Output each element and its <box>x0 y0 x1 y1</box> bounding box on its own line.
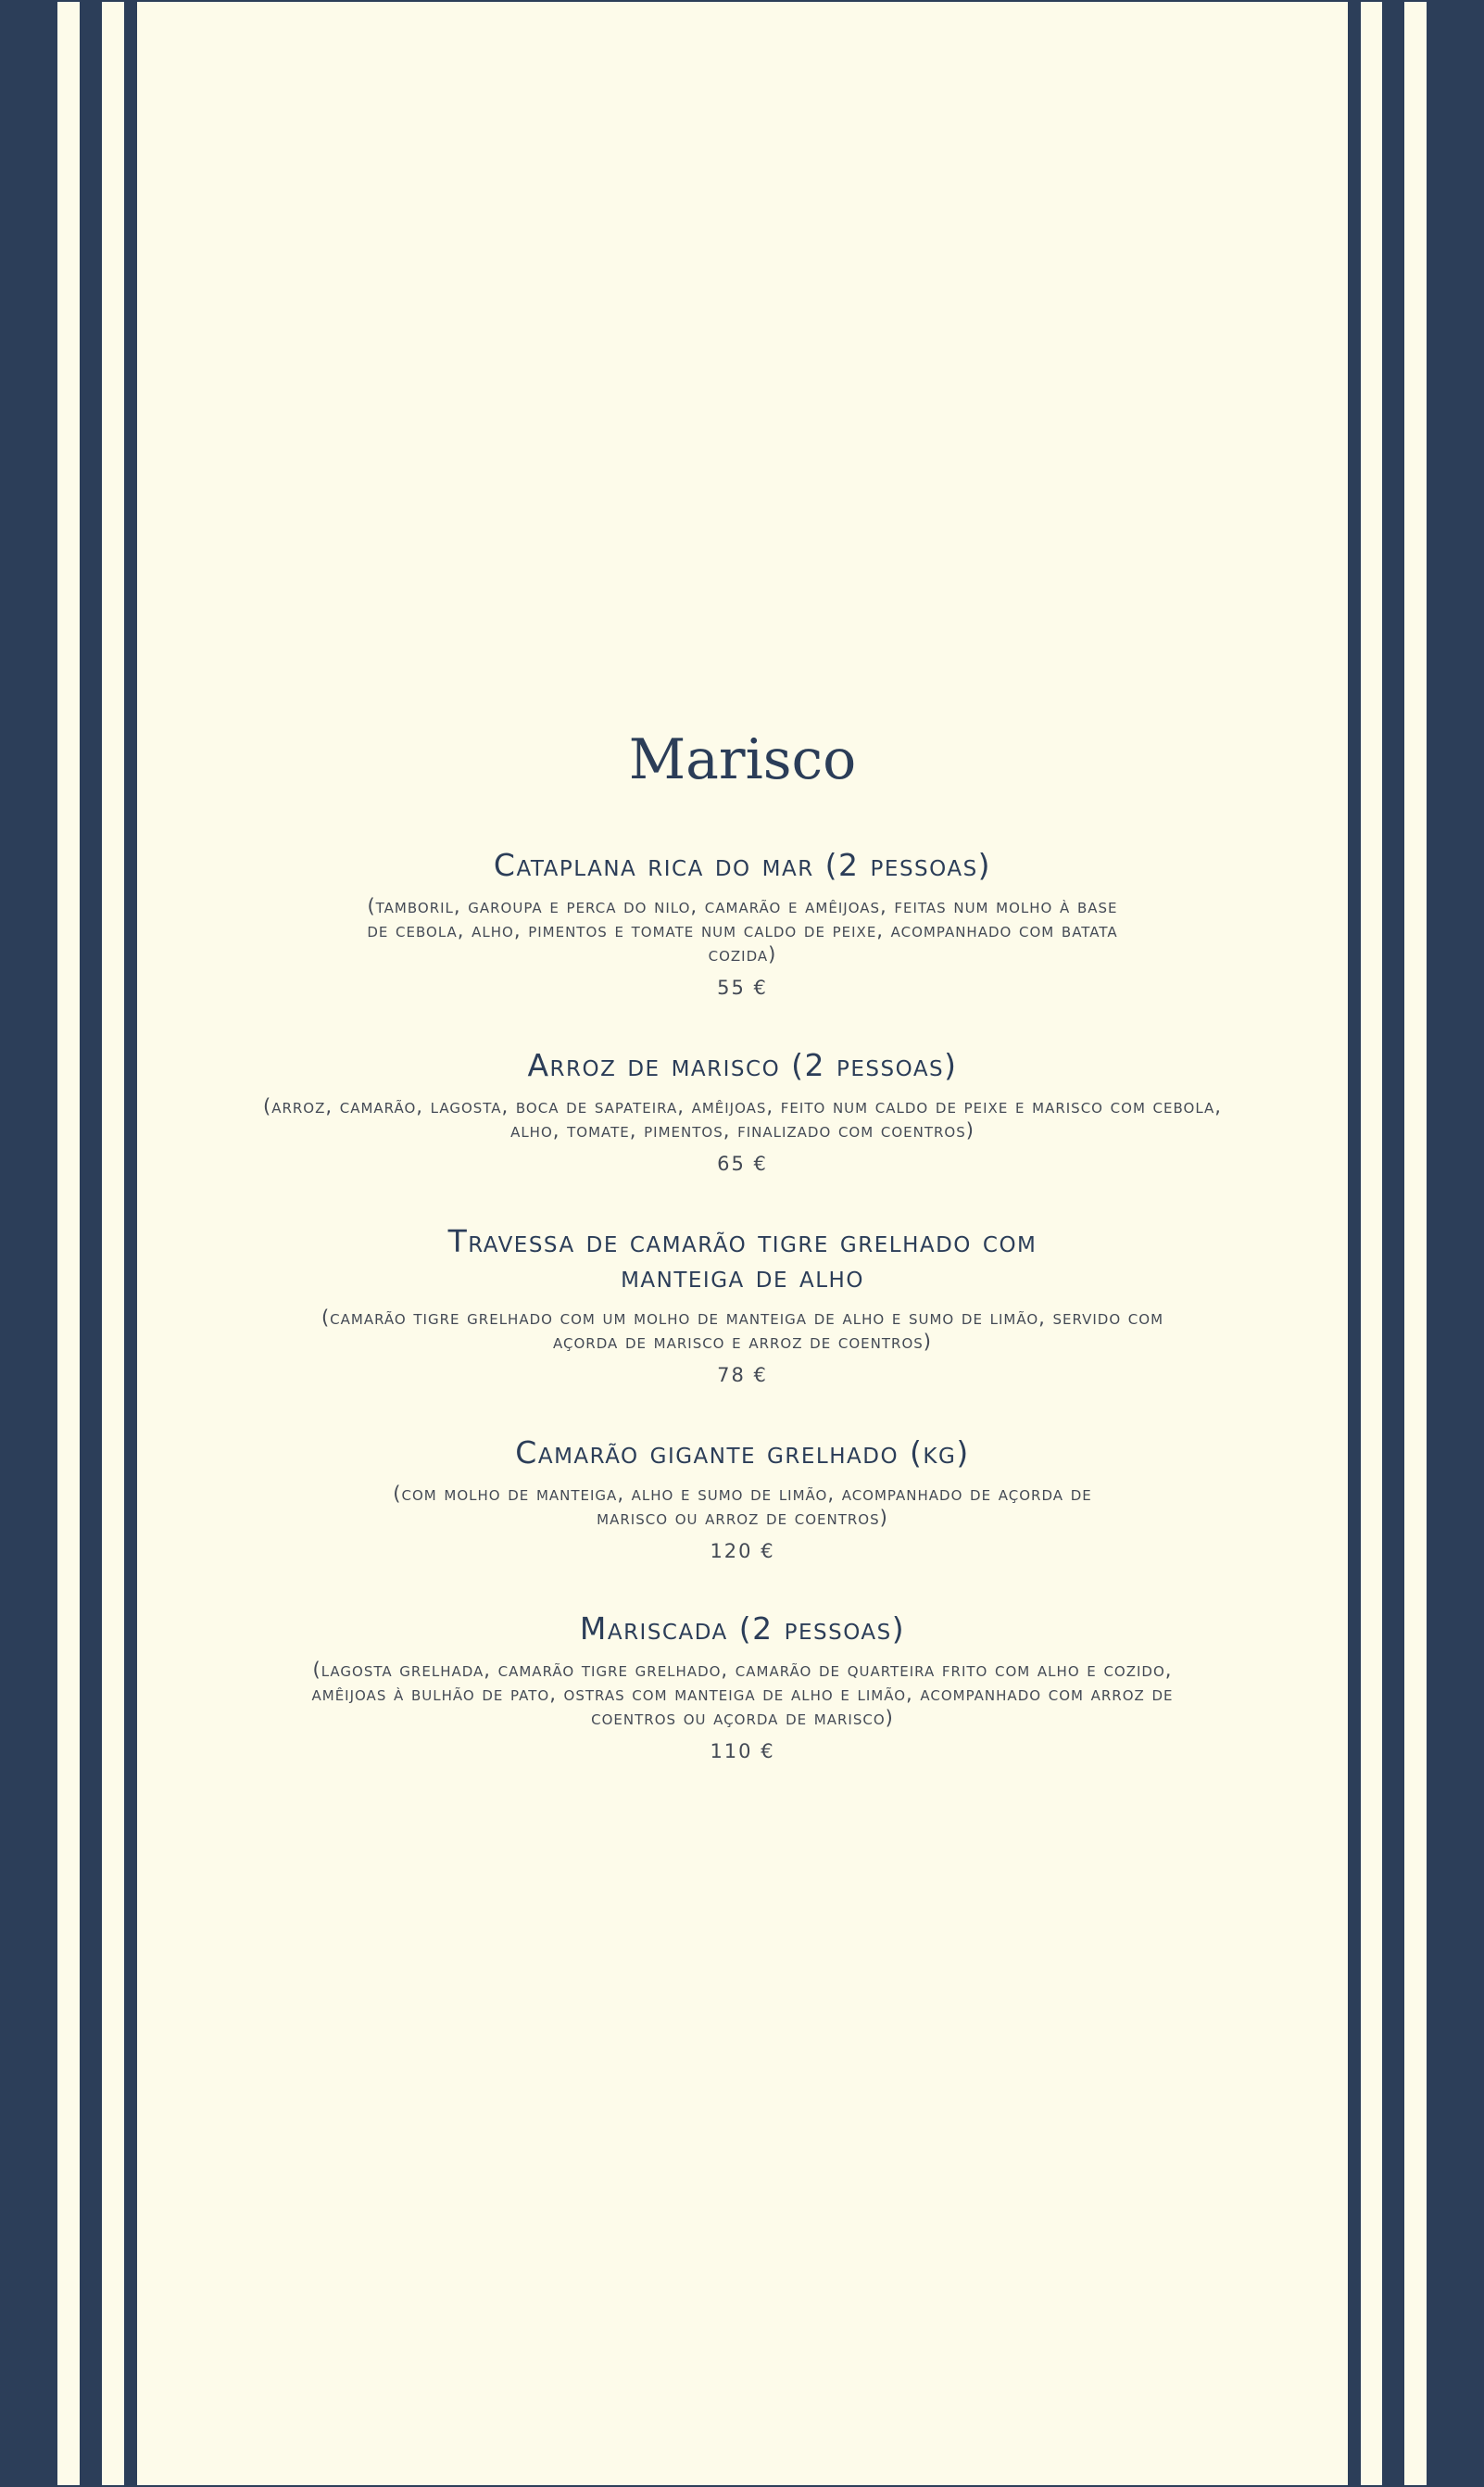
item-name: Camarão gigante grelhado (kg) <box>515 1434 970 1471</box>
menu-section <box>137 727 1348 1812</box>
right-middle-stripe <box>1382 0 1404 2487</box>
item-description: (camarão tigre grelhado com um molho de manteiga de alho e sumo de limão, servido com açorda de marisco e arroz de coentros) <box>321 1307 1164 1353</box>
item-price: 110 € <box>710 1740 775 1762</box>
item-name: Travessa de camarão tigre grelhado com manteiga de alho <box>447 1223 1038 1294</box>
right-outer-stripe <box>1427 0 1484 2487</box>
menu-item <box>137 848 1348 1002</box>
item-description: (com molho de manteiga, alho e sumo de limão, acompanhado de açorda de marisco ou arroz de coentros) <box>393 1483 1092 1529</box>
section-title: Marisco <box>628 727 857 792</box>
menu-item <box>137 1435 1348 1565</box>
top-border <box>0 0 1484 2</box>
item-price: 65 € <box>717 1153 768 1175</box>
item-description: (arroz, camarão, lagosta, boca de sapateira, amêijoas, feito num caldo de peixe e marisco com cebola, alho, tomate, pimentos, finalizado com coentros) <box>263 1095 1222 1142</box>
menu-item <box>137 1611 1348 1765</box>
item-price: 120 € <box>710 1540 775 1562</box>
left-inner-stripe <box>124 0 137 2487</box>
left-middle-stripe <box>80 0 102 2487</box>
menu-item <box>137 1048 1348 1178</box>
item-description: (lagosta grelhada, camarão tigre grelhado, camarão de quarteira frito com alho e cozido, amêijoas à bulhão de pato, ostras com manteiga de alho e limão, acompanhado com arroz de coentros ou açorda de marisco) <box>311 1659 1174 1729</box>
menu-item <box>137 1224 1348 1389</box>
item-name: Arroz de marisco (2 pessoas) <box>527 1047 958 1083</box>
item-description: (tamboril, garoupa e perca do nilo, camarão e amêijoas, feitas num molho à base de cebola, alho, pimentos e tomate num caldo de peixe, acompanhado com batata cozida) <box>367 895 1118 966</box>
item-name: Cataplana rica do mar (2 pessoas) <box>493 847 992 883</box>
item-name: Mariscada (2 pessoas) <box>579 1610 906 1647</box>
item-price: 55 € <box>717 977 768 999</box>
item-price: 78 € <box>717 1364 768 1386</box>
left-outer-stripe <box>0 0 57 2487</box>
right-inner-stripe <box>1348 0 1361 2487</box>
